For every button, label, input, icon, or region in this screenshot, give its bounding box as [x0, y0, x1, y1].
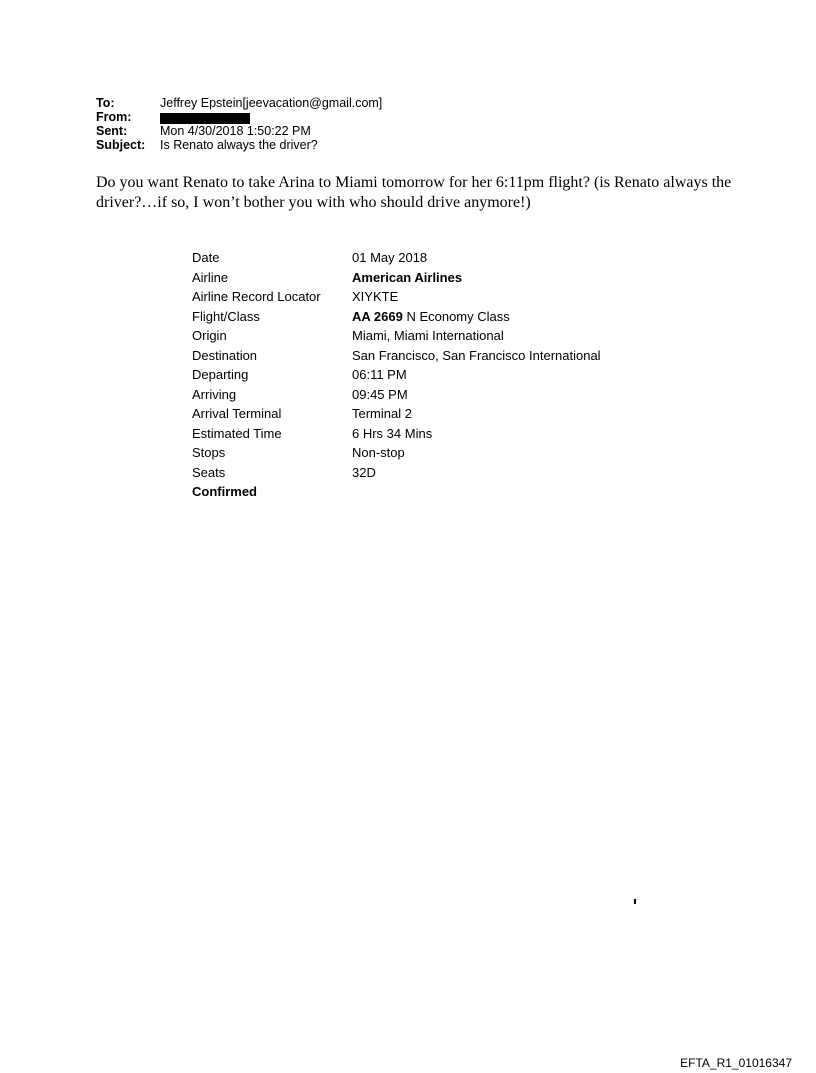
- to-label: To:: [96, 96, 115, 110]
- arrival-terminal-value: Terminal 2: [352, 406, 412, 421]
- table-row: [192, 287, 601, 307]
- table-row: [192, 404, 601, 424]
- email-body: Do you want Renato to take Arina to Miami tomorrow for her 6:11pm flight? (is Renato always the driver?…if so, I won’t bother you with who should drive anymore!): [96, 174, 732, 211]
- origin-label: Origin: [192, 328, 227, 343]
- document-id: EFTA_R1_01016347: [680, 1056, 792, 1070]
- arrival-terminal-label: Arrival Terminal: [192, 406, 282, 421]
- to-row: [96, 96, 382, 110]
- airline-value: American Airlines: [352, 269, 463, 285]
- confirmed-status: Confirmed: [192, 484, 257, 499]
- departing-value: 06:11 PM: [352, 367, 407, 382]
- departing-label: Departing: [192, 367, 249, 382]
- seats-value: 32D: [352, 464, 376, 480]
- table-row: [192, 346, 601, 366]
- flight-details-table: [192, 248, 601, 502]
- date-label: Date: [192, 250, 220, 265]
- sent-row: [96, 124, 382, 138]
- from-value: [160, 110, 250, 124]
- table-row: [192, 385, 601, 405]
- arriving-label: Arriving: [192, 386, 237, 402]
- subject-label: Subject:: [96, 138, 146, 152]
- to-value: Jeffrey Epstein[jeevacation@gmail.com]: [160, 96, 383, 110]
- subject-row: [96, 138, 382, 152]
- redaction-bar: [160, 113, 250, 124]
- from-row: [96, 110, 382, 124]
- airline-label: Airline: [192, 269, 229, 285]
- destination-value: San Francisco, San Francisco International: [352, 347, 601, 363]
- scan-mark: [634, 899, 636, 904]
- table-row: [192, 365, 601, 385]
- estimated-time-label: Estimated Time: [192, 425, 282, 441]
- table-row: [192, 248, 601, 268]
- subject-value: Is Renato always the driver?: [160, 138, 318, 152]
- table-row: [192, 482, 601, 502]
- arriving-value: 09:45 PM: [352, 386, 408, 402]
- estimated-time-value: 6 Hrs 34 Mins: [352, 425, 433, 441]
- origin-value: Miami, Miami International: [352, 328, 504, 343]
- destination-label: Destination: [192, 347, 258, 363]
- stops-value: Non-stop: [352, 445, 405, 460]
- sent-value: Mon 4/30/2018 1:50:22 PM: [160, 124, 311, 138]
- empty-cell: [352, 482, 601, 502]
- record-locator-value: XIYKTE: [352, 289, 399, 304]
- record-locator-label: Airline Record Locator: [192, 289, 321, 304]
- table-row: [192, 443, 601, 463]
- table-row: [192, 268, 601, 288]
- table-row: [192, 326, 601, 346]
- table-row: [192, 307, 601, 327]
- table-row: [192, 463, 601, 483]
- seats-label: Seats: [192, 464, 226, 480]
- from-label: From:: [96, 110, 132, 124]
- flight-number: AA 2669: [352, 308, 403, 324]
- flight-class-value: [352, 307, 601, 327]
- fare-class: N Economy Class: [402, 308, 510, 324]
- sent-label: Sent:: [96, 124, 128, 138]
- table-row: [192, 424, 601, 444]
- email-header: [96, 96, 382, 152]
- date-value: 01 May 2018: [352, 250, 428, 265]
- flight-class-label: Flight/Class: [192, 308, 260, 324]
- stops-label: Stops: [192, 445, 226, 460]
